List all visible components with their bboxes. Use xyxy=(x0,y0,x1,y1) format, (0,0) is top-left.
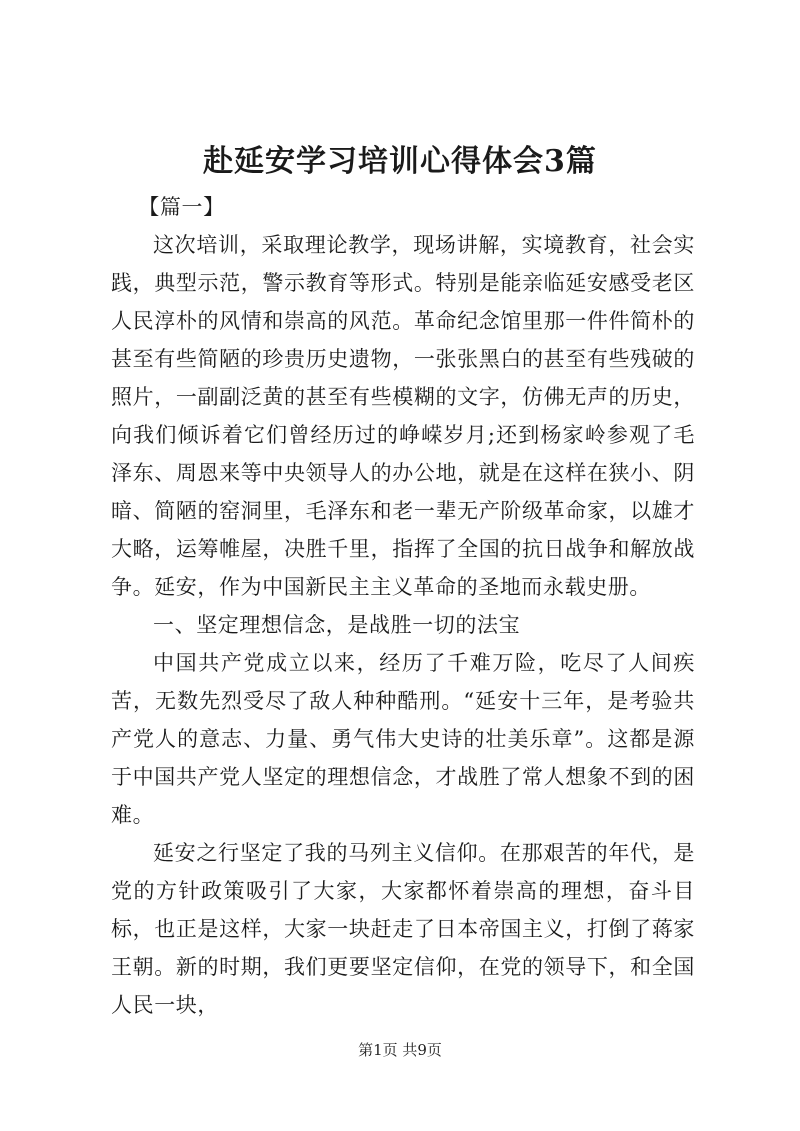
paragraph-intro: 这次培训，采取理论教学，现场讲解，实境教育，社会实践，典型示范，警示教育等形式。特别是能亲临延安感受老区人民淳朴的风情和崇高的风范。革命纪念馆里那一件件简朴的甚至有些简陋的珍贵历史遗物，一张张黑白的甚至有些残破的照片，一副副泛黄的甚至有些模糊的文字，仿佛无声的历史，向我们倾诉着它们曾经历过的峥嵘岁月;还到杨家岭参观了毛泽东、周恩来等中央领导人的办公地，就是在这样在狭小、阴暗、简陋的窑洞里，毛泽东和老一辈无产阶级革命家，以雄才大略，运筹帷屋，决胜千里，指挥了全国的抗日战争和解放战争。延安，作为中国新民主主义革命的圣地而永载史册。 xyxy=(111,233,695,599)
document-title: 赴延安学习培训心得体会3篇 xyxy=(203,144,597,179)
page-footer: 第1页 共9页 xyxy=(358,1041,442,1059)
paragraph-belief: 延安之行坚定了我的马列主义信仰。在那艰苦的年代，是党的方针政策吸引了大家，大家都怀着崇高的理想，奋斗目标，也正是这样，大家一块赶走了日本帝国主义，打倒了蒋家王朝。新的时期，我们更要坚定信仰，在党的领导下，和全国人民一块， xyxy=(111,841,695,1017)
document-body xyxy=(111,188,695,1024)
section-heading-one: 一、坚定理想信念，是战胜一切的法宝 xyxy=(153,613,521,637)
section-label: 【篇一】 xyxy=(138,195,225,219)
paragraph-party-history: 中国共产党成立以来，经历了千难万险，吃尽了人间疾苦，无数先烈受尽了敌人种种酷刑。“延安十三年，是考验共产党人的意志、力量、勇气伟大史诗的壮美乐章”。这都是源于中国共产党人坚定的理想信念，才战胜了常人想象不到的困难。 xyxy=(111,651,695,827)
